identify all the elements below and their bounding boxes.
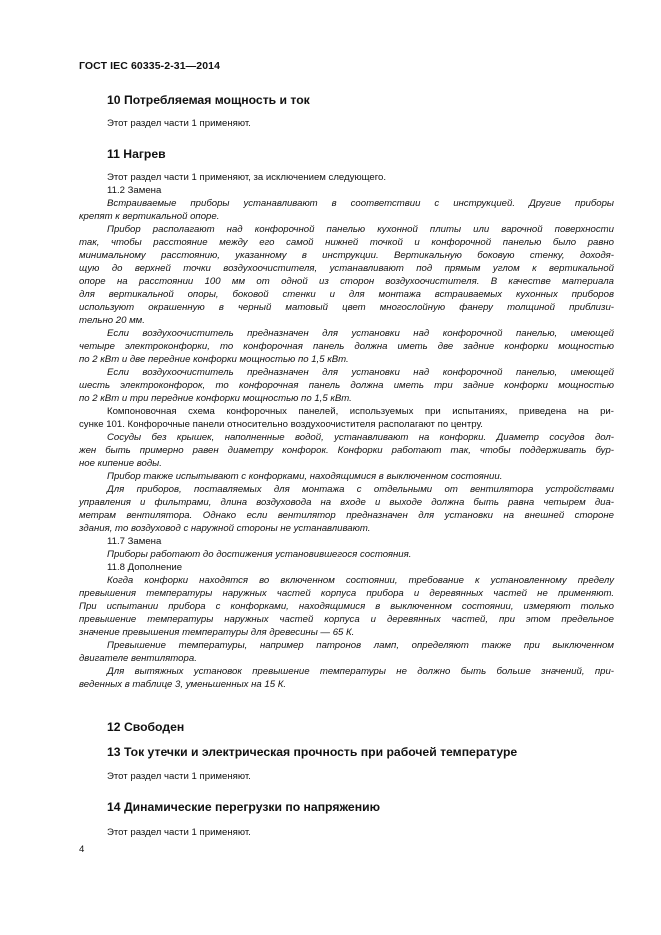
body-line: значение превышения температуры для древесины — 65 К.	[79, 627, 355, 638]
body-line: Прибор также испытывают с конфорками, находящимися в выключенном состоянии.	[107, 471, 503, 482]
body-line: Встраиваемые приборы устанавливают в соответствии с инструкцией. Другие приборы	[107, 198, 614, 209]
body-line: минимальному расстоянию, указанному в инструкции. Вертикальную боковую стенку, доходя-	[79, 250, 614, 261]
body-line: по 2 кВт и две передние конфорки мощностью по 1,5 кВт.	[79, 354, 349, 365]
body-line: метрам вентилятора. Однако если вентилятор предназначен для установки на внешней стороне	[79, 510, 614, 521]
section-10-title: 10 Потребляемая мощность и ток	[107, 93, 310, 107]
section-14-text: Этот раздел части 1 применяют.	[107, 827, 251, 838]
body-line: используют окрашенную в черный матовый цвет многослойную фанеру толщиной приблизи-	[79, 302, 614, 313]
body-line: Для приборов, поставляемых для монтажа с отдельными от вентилятора устройствами	[107, 484, 614, 495]
body-line: четыре электроконфорки, то конфорочная панель должна иметь две задние конфорки мощностью	[79, 341, 614, 352]
body-line: превышение температуры наружных частей корпуса и деревянных частей, при этом предельное	[79, 614, 614, 625]
body-line: жен быть примерно равен диаметру конфорок. Конфорки работают так, чтобы поддерживать бур-	[79, 445, 614, 456]
body-line: по 2 кВт и три передние конфорки мощностью по 1,5 кВт.	[79, 393, 352, 404]
body-line: Компоновочная схема конфорочных панелей, используемых при испытаниях, приведена на ри-	[107, 406, 614, 417]
body-line: крепят к вертикальной опоре.	[79, 211, 220, 222]
body-line: Сосуды без крышек, наполненные водой, устанавливают на конфорки. Диаметр сосудов дол-	[107, 432, 614, 443]
section-13-text: Этот раздел части 1 применяют.	[107, 771, 251, 782]
body-line: 11.7 Замена	[107, 536, 162, 547]
body-line: Прибор располагают над конфорочной панелью кухонной плиты или варочной поверхности	[107, 224, 614, 235]
body-line: щую до верхней точки воздухоочистителя, устанавливают под прямым углом к вертикальной	[79, 263, 614, 274]
document-header: ГОСТ IEC 60335-2-31—2014	[79, 60, 221, 72]
body-line: Если воздухоочиститель предназначен для установки над конфорочной панелью, имеющей	[107, 328, 614, 339]
section-10-text: Этот раздел части 1 применяют.	[107, 118, 251, 129]
section-11-intro: Этот раздел части 1 применяют, за исключением следующего.	[107, 172, 387, 183]
body-line: веденных в таблице 3, уменьшенных на 15 К.	[79, 679, 287, 690]
body-line: здания, то воздуховод с наружной стороны не устанавливают.	[79, 523, 371, 534]
page-number: 4	[79, 844, 85, 855]
body-line: 11.8 Дополнение	[107, 562, 183, 573]
body-line: Для вытяжных установок превышение температуры не должно быть больше значений, при-	[107, 666, 614, 677]
section-13-title: 13 Ток утечки и электрическая прочность при рабочей температуре	[107, 745, 518, 759]
body-line: Приборы работают до достижения установившегося состояния.	[107, 549, 412, 560]
body-line: Когда конфорки находятся во включенном состоянии, требование к установленному пределу	[107, 575, 614, 586]
body-line: превышения температуры наружных частей корпуса прибора и деревянных частей не применяют.	[79, 588, 614, 599]
body-line: ное кипение воды.	[79, 458, 162, 469]
body-line: шесть электроконфорок, то конфорочная панель должна иметь три задние конфорки мощностью	[79, 380, 614, 391]
body-line: двигателе вентилятора.	[79, 653, 197, 664]
body-line: опоре на расстоянии 100 мм от одной из сторон воздухоочистителя. В качестве материала	[79, 276, 614, 287]
body-line: Если воздухоочиститель предназначен для установки над конфорочной панелью, имеющей	[107, 367, 614, 378]
body-line: Превышение температуры, например патронов ламп, определяют также при выключенном	[107, 640, 614, 651]
body-line: управления и фильтрами, длина воздуховода на входе и выходе должна быть равна четырем диа-	[79, 497, 614, 508]
section-11-title: 11 Нагрев	[107, 147, 166, 161]
body-line: сунке 101. Конфорочные панели относительно воздухоочистителя располагают по центру.	[79, 419, 483, 430]
body-line: При испытании прибора с конфорками, находящимися в выключенном состоянии, измеряют только	[79, 601, 614, 612]
body-line: тельно 20 мм.	[79, 315, 145, 326]
subsection-11-2: 11.2 Замена	[107, 185, 162, 196]
body-line: для вертикальной опоры, боковой стенки и для монтажа встраиваемых кухонных приборов	[79, 289, 614, 300]
section-14-title: 14 Динамические перегрузки по напряжению	[107, 800, 380, 814]
body-line: так, чтобы расстояние между его самой нижней точкой и конфорочной панелью было равно	[79, 237, 614, 248]
section-12-title: 12 Свободен	[107, 720, 185, 734]
